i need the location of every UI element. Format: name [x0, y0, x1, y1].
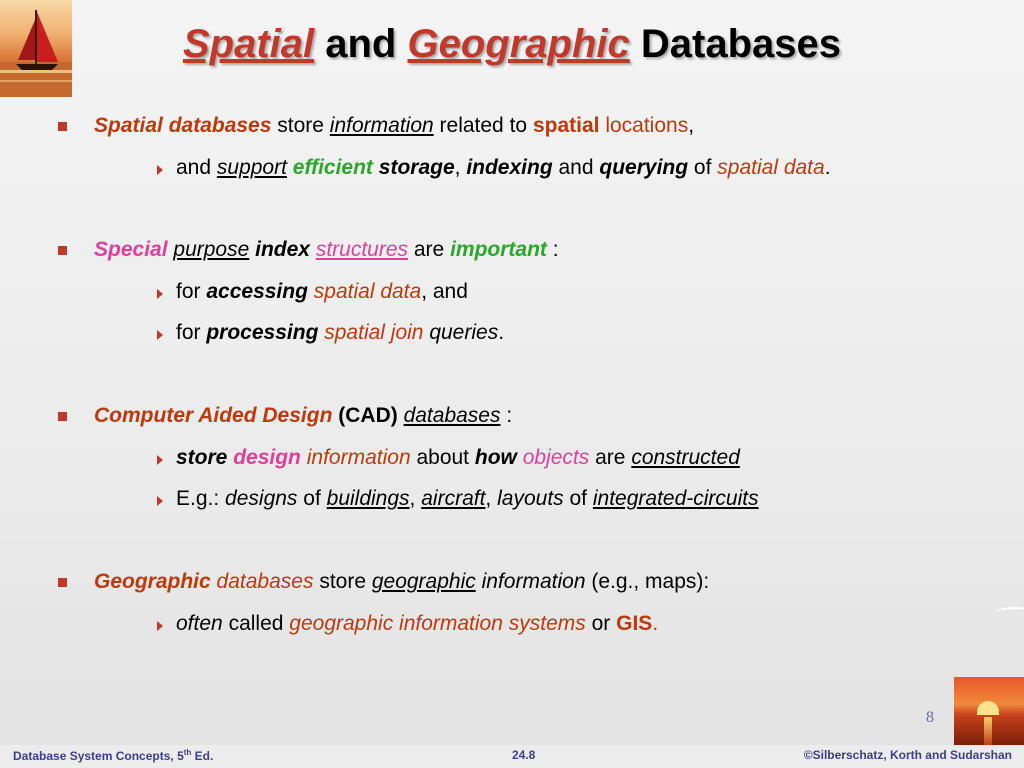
text-geographic: Geographic: [94, 570, 211, 593]
text-or: or: [591, 612, 611, 635]
punct: ,: [454, 156, 461, 179]
text-eg-maps: (e.g., maps):: [591, 570, 710, 593]
sub-bullet-gis: [176, 612, 658, 636]
text-for: for: [176, 321, 201, 344]
text-information: information: [306, 446, 411, 469]
text-of: of: [693, 156, 712, 179]
text-information: information: [481, 570, 586, 593]
title-geographic: Geographic: [407, 22, 630, 66]
text-called: called: [228, 612, 284, 635]
footer-book-title: Database System Concepts, 5: [13, 749, 184, 763]
text-store: store: [277, 114, 324, 137]
arrow-bullet-icon: [157, 455, 163, 465]
text-locations: locations: [605, 114, 689, 137]
sub-bullet-accessing: [176, 280, 468, 304]
text-how: how: [474, 446, 517, 469]
bullet-square-icon: [58, 412, 67, 421]
text-efficient: efficient: [292, 156, 373, 179]
title-and: and: [325, 22, 397, 66]
footer-sup: th: [183, 748, 192, 757]
text-cad: (CAD): [338, 404, 398, 427]
text-querying: querying: [599, 156, 689, 179]
punct: :: [506, 404, 513, 427]
bullet-square-icon: [58, 246, 67, 255]
footer-copyright: ©Silberschatz, Korth and Sudarshan: [803, 748, 1012, 762]
term-spatial-databases: Spatial databases: [94, 114, 272, 137]
sunset-image: [954, 677, 1024, 745]
sub-bullet-examples: [176, 487, 759, 511]
text-for: for: [176, 280, 201, 303]
footer-left: [13, 748, 213, 763]
text-designs: designs: [225, 487, 298, 510]
arrow-bullet-icon: [157, 621, 163, 631]
title-databases: Databases: [640, 22, 842, 66]
sub-bullet-processing: [176, 321, 504, 345]
text-index: index: [255, 238, 310, 261]
text-of: of: [303, 487, 321, 510]
text-accessing: accessing: [206, 280, 308, 303]
arrow-bullet-icon: [157, 289, 163, 299]
text-are: are: [595, 446, 626, 469]
text-aircraft: aircraft: [421, 487, 486, 510]
text-layouts: layouts: [497, 487, 564, 510]
text-important: important: [450, 238, 547, 261]
text-indexing: indexing: [466, 156, 553, 179]
footer-edition: Ed.: [191, 749, 214, 763]
text-spatial-data: spatial data: [313, 280, 422, 303]
text-spatial-join: spatial join: [324, 321, 424, 344]
text-store: store: [319, 570, 366, 593]
text-spatial: spatial: [532, 114, 600, 137]
text-about: about: [416, 446, 470, 469]
text-databases: databases: [216, 570, 314, 593]
title-spatial: Spatial: [182, 22, 315, 66]
sun-shape: [977, 701, 999, 715]
punct: :: [552, 238, 559, 261]
page-number: 8: [926, 709, 934, 726]
text-and: and: [558, 156, 594, 179]
footer-slide-number: 24.8: [512, 748, 536, 762]
text-design: design: [233, 446, 301, 469]
sub-bullet-efficient-storage: [176, 156, 831, 180]
text-processing: processing: [206, 321, 319, 344]
text-and: , and: [421, 280, 468, 303]
text-structures: structures: [315, 238, 409, 261]
punct: ,: [409, 487, 416, 510]
text-and: and: [176, 156, 212, 179]
punct: .: [824, 156, 831, 179]
text-support: support: [216, 156, 287, 179]
bullet-cad-databases: [94, 404, 512, 428]
text-purpose: purpose: [173, 238, 250, 261]
arrow-bullet-icon: [157, 330, 163, 340]
punct: .: [498, 321, 505, 344]
bullet-spatial-databases: [94, 114, 694, 138]
text-of: of: [569, 487, 588, 510]
text-often: often: [176, 612, 223, 635]
sub-bullet-store-design: [176, 446, 740, 470]
text-special: Special: [94, 238, 168, 261]
sun-reflection: [984, 717, 992, 745]
bullet-square-icon: [58, 578, 67, 587]
text-information: information: [329, 114, 434, 137]
footer: [0, 745, 1024, 768]
text-buildings: buildings: [326, 487, 410, 510]
text-geographic: geographic: [371, 570, 476, 593]
bullet-square-icon: [58, 122, 67, 131]
text-storage: storage: [378, 156, 455, 179]
text-databases: databases: [403, 404, 501, 427]
text-spatial-data: spatial data: [717, 156, 825, 179]
punct: ,: [688, 114, 695, 137]
text-queries: queries: [429, 321, 499, 344]
arrow-bullet-icon: [157, 165, 163, 175]
text-gis: GIS: [616, 612, 653, 635]
text-geographic-information-systems: geographic information systems: [289, 612, 586, 635]
bullet-geographic-databases: [94, 570, 709, 594]
text-objects: objects: [522, 446, 590, 469]
text-eg: E.g.:: [176, 487, 220, 510]
text-related-to: related to: [439, 114, 528, 137]
text-store: store: [176, 446, 228, 469]
text-integrated-circuits: integrated-circuits: [592, 487, 759, 510]
text-computer-aided-design: Computer Aided Design: [94, 404, 333, 427]
text-constructed: constructed: [631, 446, 740, 469]
punct: ,: [485, 487, 492, 510]
punct: .: [652, 612, 659, 635]
text-are: are: [413, 238, 445, 261]
bullet-special-purpose-index: [94, 238, 559, 262]
arrow-bullet-icon: [157, 496, 163, 506]
